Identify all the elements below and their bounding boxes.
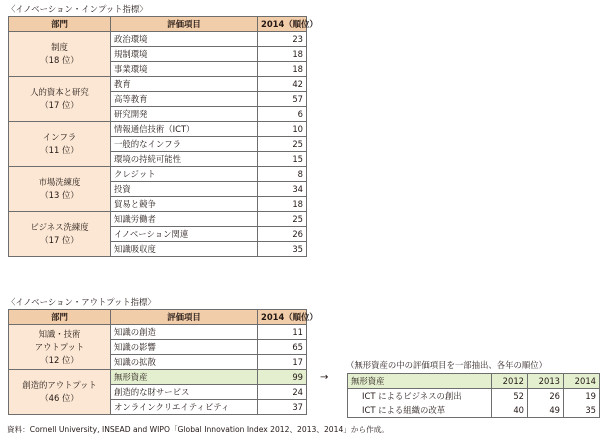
evaluation-item: 知識吸収度 xyxy=(111,242,258,257)
rank-value: 6 xyxy=(258,107,307,122)
year-header: 2014 xyxy=(564,374,600,389)
evaluation-item: 高等教育 xyxy=(111,92,258,107)
source-note: 資料：Cornell University, INSEAD and WIPO「Global Innovation Index 2012、2013、2014」から作成。 xyxy=(7,425,389,434)
rank-value: 65 xyxy=(258,340,307,355)
department-rank: （17 位） xyxy=(40,100,79,110)
header-department: 部門 xyxy=(9,310,111,325)
input-table-title: 〈イノベーション・インプット指標〉 xyxy=(7,4,148,14)
header-evaluation-item: 評価項目 xyxy=(111,17,258,32)
table-row xyxy=(9,212,307,227)
header-rank-2014: 2014（順位） xyxy=(258,17,307,32)
extract-header-row xyxy=(348,374,600,389)
intangible-assets-extract-table xyxy=(347,373,600,418)
evaluation-item: 環境の持続可能性 xyxy=(111,152,258,167)
department-cell xyxy=(9,370,111,415)
department-name: インフラ xyxy=(42,132,77,142)
extract-rank-value: 49 xyxy=(528,403,564,418)
extract-row-label: ICT による組織の改革 xyxy=(348,403,492,418)
rank-value: 18 xyxy=(258,47,307,62)
rank-value: 15 xyxy=(258,152,307,167)
evaluation-item: クレジット xyxy=(111,167,258,182)
evaluation-item: 貿易と競争 xyxy=(111,197,258,212)
evaluation-item: 教育 xyxy=(111,77,258,92)
evaluation-item: 知識の拡散 xyxy=(111,355,258,370)
department-cell xyxy=(9,77,111,122)
evaluation-item: 規制環境 xyxy=(111,47,258,62)
year-header: 2013 xyxy=(528,374,564,389)
evaluation-item: 一般的なインフラ xyxy=(111,137,258,152)
department-cell xyxy=(9,167,111,212)
rank-value: 57 xyxy=(258,92,307,107)
header-department: 部門 xyxy=(9,17,111,32)
rank-value: 37 xyxy=(258,400,307,415)
table-row xyxy=(9,32,307,47)
table-header-row xyxy=(9,17,307,32)
department-name: アウトプット xyxy=(34,341,85,352)
department-name: 創造的アウトプット xyxy=(22,380,97,390)
table-row xyxy=(9,122,307,137)
table-row xyxy=(9,325,307,340)
evaluation-item: 知識の影響 xyxy=(111,340,258,355)
rank-value: 42 xyxy=(258,77,307,92)
extract-row-label: ICT によるビジネスの創出 xyxy=(348,389,492,404)
header-rank-2014: 2014（順位） xyxy=(258,310,307,325)
evaluation-item: 情報通信技術（ICT） xyxy=(111,122,258,137)
rank-value: 35 xyxy=(258,242,307,257)
department-name: 制度 xyxy=(51,42,68,52)
extract-header-label: 無形資産 xyxy=(348,374,492,389)
evaluation-item: 知識労働者 xyxy=(111,212,258,227)
table-row xyxy=(9,77,307,92)
table-row xyxy=(9,370,307,385)
evaluation-item: 知識の創造 xyxy=(111,325,258,340)
rank-value: 8 xyxy=(258,167,307,182)
rank-value: 17 xyxy=(258,355,307,370)
extract-rank-value: 52 xyxy=(492,389,528,404)
rank-value: 10 xyxy=(258,122,307,137)
rank-value: 25 xyxy=(258,137,307,152)
department-name: 市場洗練度 xyxy=(38,177,81,187)
table-row xyxy=(9,167,307,182)
department-cell xyxy=(9,122,111,167)
department-rank: （18 位） xyxy=(40,55,79,65)
department-cell xyxy=(9,325,111,370)
input-indicator-table xyxy=(8,16,318,257)
department-name: 知識・技術 xyxy=(38,328,81,339)
extract-row xyxy=(348,389,600,404)
rank-value: 18 xyxy=(258,197,307,212)
department-rank: （17 位） xyxy=(40,235,79,245)
evaluation-item: 投資 xyxy=(111,182,258,197)
output-table-title: 〈イノベーション・アウトプット指標〉 xyxy=(7,297,156,307)
evaluation-item: 無形資産 xyxy=(111,370,258,385)
extract-row xyxy=(348,403,600,418)
department-name: ビジネス洗練度 xyxy=(30,222,89,232)
arrow-icon: → xyxy=(320,372,329,383)
evaluation-item: 創造的な財サービス xyxy=(111,385,258,400)
evaluation-item: オンラインクリエイティビティ xyxy=(111,400,258,415)
extract-rank-value: 35 xyxy=(564,403,600,418)
department-rank: （46 位） xyxy=(40,393,79,403)
table-header-row xyxy=(9,310,307,325)
department-rank: （13 位） xyxy=(40,190,79,200)
rank-value: 99 xyxy=(258,370,307,385)
evaluation-item: 事業環境 xyxy=(111,62,258,77)
extract-rank-value: 26 xyxy=(528,389,564,404)
rank-value: 18 xyxy=(258,62,307,77)
department-name: 人的資本と研究 xyxy=(30,87,89,97)
evaluation-item: 政治環境 xyxy=(111,32,258,47)
rank-value: 23 xyxy=(258,32,307,47)
department-cell xyxy=(9,32,111,77)
rank-value: 24 xyxy=(258,385,307,400)
department-cell xyxy=(9,212,111,257)
year-header: 2012 xyxy=(492,374,528,389)
header-evaluation-item: 評価項目 xyxy=(111,310,258,325)
rank-value: 26 xyxy=(258,227,307,242)
rank-value: 11 xyxy=(258,325,307,340)
extract-rank-value: 40 xyxy=(492,403,528,418)
rank-value: 34 xyxy=(258,182,307,197)
evaluation-item: イノベーション関連 xyxy=(111,227,258,242)
evaluation-item: 研究開発 xyxy=(111,107,258,122)
rank-value: 25 xyxy=(258,212,307,227)
department-rank: （11 位） xyxy=(40,145,79,155)
output-indicator-table xyxy=(8,309,318,415)
extract-rank-value: 19 xyxy=(564,389,600,404)
extract-title: （無形資産の中の評価項目を一部抽出、各年の順位） xyxy=(346,360,547,370)
department-rank: （12 位） xyxy=(40,354,79,365)
